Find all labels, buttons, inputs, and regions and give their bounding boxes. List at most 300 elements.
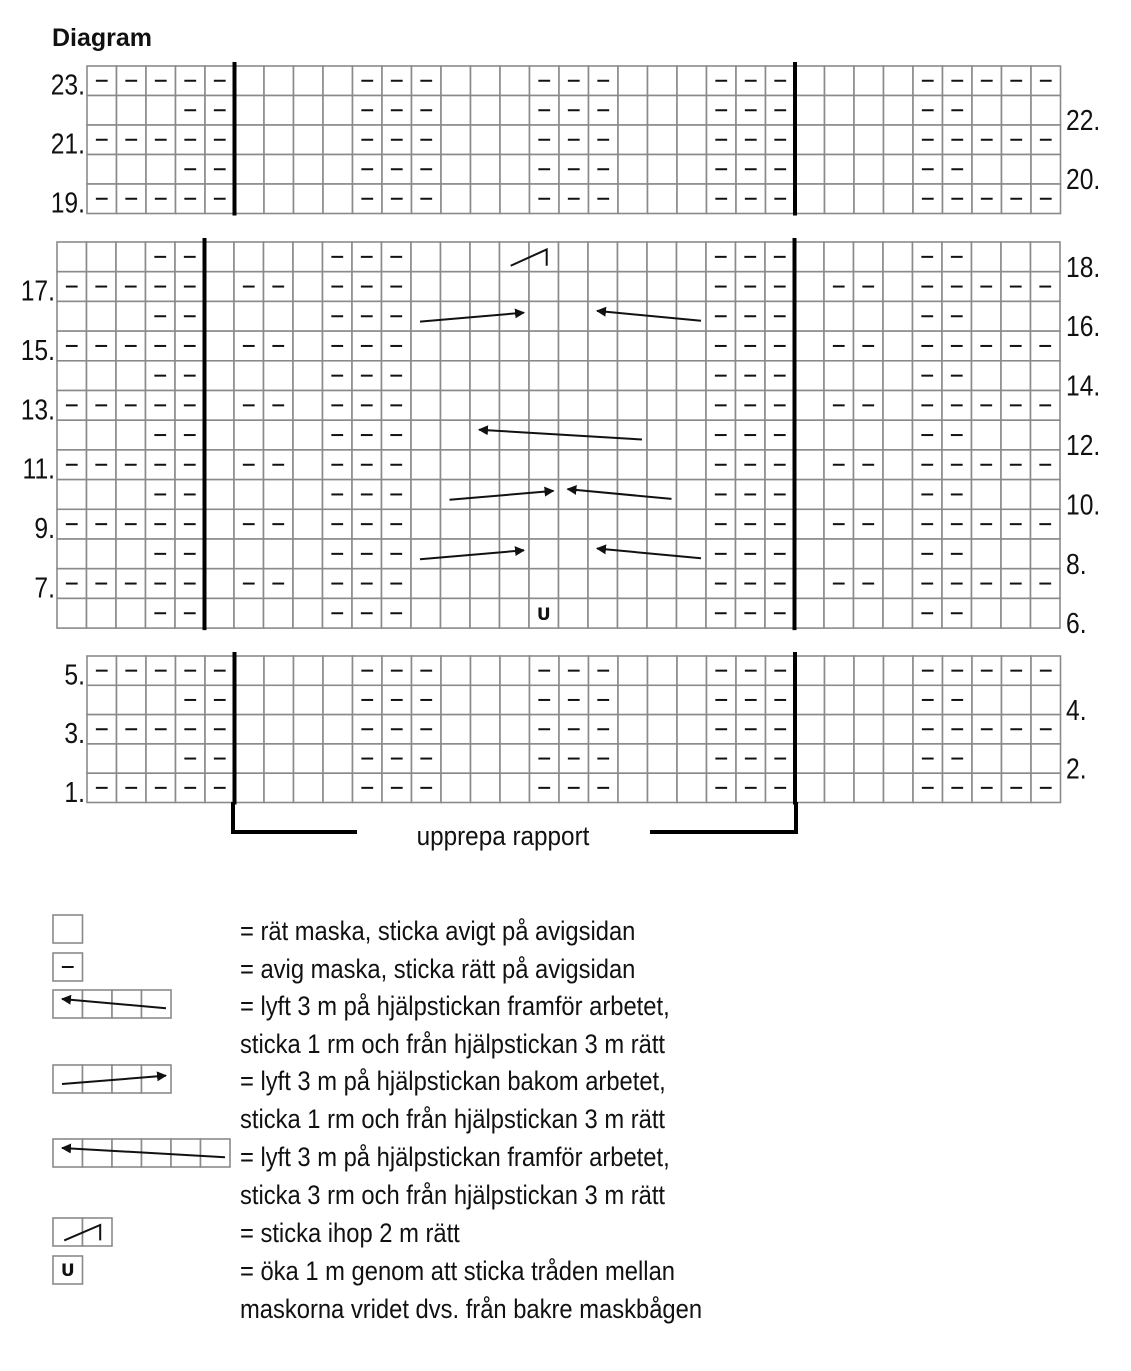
stitch-cell bbox=[648, 715, 678, 744]
stitch-cell bbox=[854, 598, 884, 628]
stitch-cell bbox=[884, 125, 914, 155]
chart-row bbox=[57, 450, 1060, 480]
chart-section-middle bbox=[21, 238, 1101, 640]
stitch-cell bbox=[264, 715, 294, 744]
row-number-label: 7. bbox=[34, 571, 55, 605]
increase-icon: U bbox=[536, 604, 551, 625]
stitch-cell bbox=[117, 744, 147, 773]
stitch-cell bbox=[677, 656, 707, 685]
stitch-cell bbox=[500, 744, 530, 773]
stitch-cell bbox=[1002, 744, 1032, 773]
legend-cell bbox=[53, 1139, 83, 1167]
stitch-cell bbox=[618, 96, 648, 126]
stitch-cell bbox=[884, 155, 914, 185]
stitch-cell bbox=[618, 598, 648, 628]
increase-icon: U bbox=[60, 1261, 75, 1282]
legend bbox=[53, 915, 702, 1324]
stitch-cell bbox=[795, 391, 825, 421]
stitch-cell bbox=[117, 155, 147, 185]
legend-description: sticka 1 rm och från hjälpstickan 3 m rätt bbox=[240, 1104, 666, 1135]
stitch-cell bbox=[854, 184, 884, 214]
stitch-cell bbox=[234, 242, 264, 272]
stitch-cell bbox=[235, 715, 265, 744]
stitch-cell bbox=[618, 331, 648, 361]
stitch-cell bbox=[884, 96, 914, 126]
stitch-cell bbox=[677, 598, 707, 628]
stitch-cell bbox=[470, 450, 500, 480]
stitch-cell bbox=[824, 480, 854, 510]
stitch-cell bbox=[205, 420, 235, 450]
stitch-cell bbox=[824, 539, 854, 569]
stitch-cell bbox=[471, 656, 501, 685]
stitch-cell bbox=[87, 155, 117, 185]
row-number-label: 14. bbox=[1066, 369, 1101, 403]
stitch-cell bbox=[647, 420, 677, 450]
stitch-cell bbox=[883, 331, 913, 361]
legend-description: = lyft 3 m på hjälpstickan framför arbetet, bbox=[240, 1142, 670, 1173]
stitch-cell bbox=[795, 155, 825, 185]
stitch-cell bbox=[1001, 598, 1031, 628]
stitch-cell bbox=[795, 656, 825, 685]
stitch-cell bbox=[471, 155, 501, 185]
stitch-cell bbox=[500, 450, 530, 480]
stitch-cell bbox=[500, 509, 530, 539]
legend-item-purl bbox=[53, 953, 635, 984]
stitch-cell bbox=[618, 361, 648, 391]
stitch-cell bbox=[471, 184, 501, 214]
stitch-cell bbox=[471, 125, 501, 155]
row-number-label: 9. bbox=[34, 512, 55, 545]
stitch-cell bbox=[825, 656, 855, 685]
stitch-cell bbox=[205, 391, 235, 421]
stitch-cell bbox=[205, 598, 235, 628]
stitch-cell bbox=[293, 272, 323, 302]
stitch-cell bbox=[618, 242, 648, 272]
stitch-cell bbox=[117, 96, 147, 126]
chart-row bbox=[57, 509, 1060, 539]
stitch-cell bbox=[205, 480, 235, 510]
stitch-cell bbox=[57, 598, 87, 628]
stitch-cell bbox=[559, 450, 589, 480]
stitch-cell bbox=[117, 685, 147, 714]
stitch-cell bbox=[647, 509, 677, 539]
stitch-cell bbox=[323, 656, 353, 685]
stitch-cell bbox=[116, 480, 146, 510]
stitch-cell bbox=[677, 125, 707, 155]
stitch-cell bbox=[87, 539, 117, 569]
stitch-cell bbox=[471, 66, 501, 96]
stitch-cell bbox=[264, 685, 294, 714]
stitch-cell bbox=[884, 715, 914, 744]
stitch-cell bbox=[1001, 361, 1031, 391]
stitch-cell bbox=[618, 420, 648, 450]
stitch-cell bbox=[500, 331, 530, 361]
stitch-cell bbox=[1031, 685, 1061, 714]
stitch-cell bbox=[234, 598, 264, 628]
stitch-cell bbox=[264, 96, 294, 126]
stitch-cell bbox=[1031, 96, 1061, 126]
stitch-cell bbox=[441, 685, 471, 714]
stitch-cell bbox=[293, 301, 323, 331]
stitch-cell bbox=[647, 272, 677, 302]
row-number-label: 6. bbox=[1066, 607, 1087, 640]
stitch-cell bbox=[854, 539, 884, 569]
stitch-cell bbox=[146, 96, 176, 126]
chart-row bbox=[57, 391, 1060, 421]
stitch-cell bbox=[441, 272, 471, 302]
stitch-cell bbox=[500, 361, 530, 391]
row-number-label: 17. bbox=[20, 274, 56, 308]
stitch-cell bbox=[529, 301, 559, 331]
stitch-cell bbox=[116, 420, 146, 450]
stitch-cell bbox=[795, 125, 825, 155]
row-number-label: 21. bbox=[50, 127, 86, 161]
chart-row bbox=[57, 331, 1060, 361]
stitch-cell bbox=[235, 125, 265, 155]
stitch-cell bbox=[559, 391, 589, 421]
stitch-cell bbox=[854, 744, 884, 773]
stitch-cell bbox=[293, 569, 323, 599]
stitch-cell bbox=[1002, 155, 1032, 185]
legend-cell bbox=[53, 990, 83, 1018]
stitch-cell bbox=[884, 184, 914, 214]
stitch-cell bbox=[87, 96, 117, 126]
stitch-cell bbox=[116, 361, 146, 391]
stitch-cell bbox=[854, 420, 884, 450]
stitch-cell bbox=[294, 685, 324, 714]
stitch-cell bbox=[470, 361, 500, 391]
stitch-cell bbox=[205, 242, 235, 272]
stitch-cell bbox=[824, 420, 854, 450]
stitch-cell bbox=[500, 184, 530, 214]
stitch-cell bbox=[234, 361, 264, 391]
stitch-cell bbox=[648, 125, 678, 155]
stitch-cell bbox=[235, 773, 265, 802]
stitch-cell bbox=[825, 125, 855, 155]
row-number-label: 1. bbox=[64, 775, 86, 809]
stitch-cell bbox=[824, 598, 854, 628]
stitch-cell bbox=[441, 420, 471, 450]
stitch-cell bbox=[116, 301, 146, 331]
stitch-cell bbox=[323, 773, 353, 802]
legend-cell bbox=[53, 1218, 83, 1246]
stitch-cell bbox=[234, 480, 264, 510]
stitch-cell bbox=[1001, 420, 1031, 450]
stitch-cell bbox=[441, 744, 471, 773]
legend-item-cable-left bbox=[53, 1139, 670, 1210]
stitch-cell bbox=[470, 569, 500, 599]
chart-row bbox=[57, 480, 1060, 510]
stitch-cell bbox=[677, 242, 707, 272]
stitch-cell bbox=[529, 361, 559, 391]
legend-item-knit bbox=[53, 915, 635, 946]
legend-cell bbox=[142, 990, 172, 1018]
stitch-cell bbox=[884, 66, 914, 96]
stitch-cell bbox=[618, 656, 648, 685]
row-number-label: 2. bbox=[1066, 752, 1087, 786]
stitch-cell bbox=[500, 773, 530, 802]
stitch-cell bbox=[677, 744, 707, 773]
stitch-cell bbox=[470, 598, 500, 628]
legend-description: sticka 3 rm och från hjälpstickan 3 m rätt bbox=[240, 1180, 666, 1211]
stitch-cell bbox=[588, 361, 618, 391]
stitch-cell bbox=[293, 450, 323, 480]
stitch-cell bbox=[294, 155, 324, 185]
chart-row bbox=[57, 539, 1060, 569]
stitch-cell bbox=[500, 242, 530, 272]
legend-cell bbox=[142, 1065, 172, 1093]
legend-description: = öka 1 m genom att sticka tråden mellan bbox=[240, 1256, 676, 1287]
stitch-cell bbox=[264, 744, 294, 773]
stitch-cell bbox=[883, 420, 913, 450]
stitch-cell bbox=[471, 685, 501, 714]
repeat-bracket bbox=[233, 802, 796, 851]
stitch-cell bbox=[57, 301, 87, 331]
stitch-cell bbox=[500, 685, 530, 714]
stitch-cell bbox=[441, 391, 471, 421]
stitch-cell bbox=[824, 361, 854, 391]
stitch-cell bbox=[441, 301, 471, 331]
chart-row bbox=[57, 301, 1060, 331]
stitch-cell bbox=[264, 773, 294, 802]
stitch-cell bbox=[795, 420, 825, 450]
row-number-label: 15. bbox=[20, 334, 56, 367]
stitch-cell bbox=[883, 598, 913, 628]
legend-item-increase bbox=[53, 1256, 702, 1324]
stitch-cell bbox=[677, 184, 707, 214]
stitch-cell bbox=[795, 480, 825, 510]
stitch-cell bbox=[618, 272, 648, 302]
stitch-cell bbox=[588, 420, 618, 450]
stitch-cell bbox=[441, 656, 471, 685]
stitch-cell bbox=[264, 420, 294, 450]
stitch-cell bbox=[677, 685, 707, 714]
stitch-cell bbox=[825, 685, 855, 714]
stitch-cell bbox=[618, 509, 648, 539]
stitch-cell bbox=[972, 301, 1002, 331]
stitch-cell bbox=[323, 715, 353, 744]
stitch-cell bbox=[323, 744, 353, 773]
stitch-cell bbox=[529, 509, 559, 539]
stitch-cell bbox=[205, 569, 235, 599]
stitch-cell bbox=[1002, 96, 1032, 126]
stitch-cell bbox=[677, 155, 707, 185]
stitch-cell bbox=[441, 155, 471, 185]
stitch-cell bbox=[293, 539, 323, 569]
stitch-cell bbox=[854, 242, 884, 272]
stitch-cell bbox=[293, 420, 323, 450]
stitch-cell bbox=[677, 450, 707, 480]
stitch-cell bbox=[648, 184, 678, 214]
stitch-cell bbox=[1031, 155, 1061, 185]
stitch-cell bbox=[294, 66, 324, 96]
stitch-cell bbox=[677, 96, 707, 126]
stitch-cell bbox=[1031, 420, 1061, 450]
stitch-cell bbox=[411, 539, 441, 569]
stitch-cell bbox=[1001, 242, 1031, 272]
stitch-cell bbox=[883, 569, 913, 599]
stitch-cell bbox=[825, 96, 855, 126]
stitch-cell bbox=[146, 685, 176, 714]
stitch-cell bbox=[235, 66, 265, 96]
stitch-cell bbox=[618, 450, 648, 480]
stitch-cell bbox=[883, 272, 913, 302]
stitch-cell bbox=[293, 391, 323, 421]
stitch-cell bbox=[87, 242, 117, 272]
stitch-cell bbox=[529, 272, 559, 302]
stitch-cell bbox=[57, 480, 87, 510]
stitch-cell bbox=[264, 361, 294, 391]
stitch-cell bbox=[205, 509, 235, 539]
stitch-cell bbox=[441, 331, 471, 361]
stitch-cell bbox=[441, 569, 471, 599]
stitch-cell bbox=[618, 391, 648, 421]
stitch-cell bbox=[441, 96, 471, 126]
stitch-cell bbox=[854, 656, 884, 685]
stitch-cell bbox=[677, 66, 707, 96]
stitch-cell bbox=[795, 569, 825, 599]
stitch-cell bbox=[470, 420, 500, 450]
stitch-cell bbox=[972, 598, 1002, 628]
legend-item-cable-left bbox=[53, 990, 670, 1059]
stitch-cell bbox=[795, 242, 825, 272]
stitch-cell bbox=[647, 391, 677, 421]
legend-description: = avig maska, sticka rätt på avigsidan bbox=[240, 954, 636, 985]
stitch-cell bbox=[647, 361, 677, 391]
chart-section-bottom bbox=[64, 652, 1086, 808]
stitch-cell bbox=[677, 539, 707, 569]
row-number-label: 23. bbox=[50, 68, 86, 102]
stitch-cell bbox=[677, 715, 707, 744]
row-number-label: 20. bbox=[1066, 163, 1101, 196]
stitch-cell bbox=[323, 96, 353, 126]
stitch-cell bbox=[795, 539, 825, 569]
stitch-cell bbox=[470, 331, 500, 361]
legend-description: = lyft 3 m på hjälpstickan framför arbetet, bbox=[240, 991, 670, 1022]
stitch-cell bbox=[588, 301, 618, 331]
stitch-cell bbox=[825, 155, 855, 185]
stitch-cell bbox=[471, 96, 501, 126]
stitch-cell bbox=[234, 301, 264, 331]
stitch-cell bbox=[500, 598, 530, 628]
row-number-label: 13. bbox=[20, 393, 56, 426]
stitch-cell bbox=[264, 656, 294, 685]
stitch-cell bbox=[972, 539, 1002, 569]
stitch-cell bbox=[235, 744, 265, 773]
stitch-cell bbox=[972, 242, 1002, 272]
legend-description: sticka 1 rm och från hjälpstickan 3 m rätt bbox=[240, 1029, 666, 1060]
stitch-cell bbox=[883, 391, 913, 421]
stitch-cell bbox=[1001, 301, 1031, 331]
stitch-cell bbox=[677, 420, 707, 450]
stitch-cell bbox=[647, 598, 677, 628]
stitch-cell bbox=[854, 715, 884, 744]
stitch-cell bbox=[323, 125, 353, 155]
row-number-label: 18. bbox=[1066, 250, 1101, 284]
stitch-cell bbox=[1031, 744, 1061, 773]
stitch-cell bbox=[235, 184, 265, 214]
stitch-cell bbox=[293, 598, 323, 628]
stitch-cell bbox=[618, 744, 648, 773]
stitch-cell bbox=[57, 242, 87, 272]
stitch-cell bbox=[795, 184, 825, 214]
stitch-cell bbox=[648, 685, 678, 714]
stitch-cell bbox=[441, 539, 471, 569]
stitch-cell bbox=[500, 715, 530, 744]
stitch-cell bbox=[1002, 685, 1032, 714]
row-number-label: 10. bbox=[1066, 488, 1101, 521]
stitch-cell bbox=[559, 569, 589, 599]
stitch-cell bbox=[648, 66, 678, 96]
stitch-cell bbox=[294, 96, 324, 126]
stitch-cell bbox=[500, 420, 530, 450]
chart-section-top bbox=[51, 62, 1101, 219]
stitch-cell bbox=[293, 361, 323, 391]
legend-item-k2tog bbox=[53, 1218, 460, 1248]
stitch-cell bbox=[854, 361, 884, 391]
stitch-cell bbox=[87, 685, 117, 714]
stitch-cell bbox=[264, 242, 294, 272]
stitch-cell bbox=[441, 480, 471, 510]
stitch-cell bbox=[411, 480, 441, 510]
stitch-cell bbox=[854, 480, 884, 510]
stitch-cell bbox=[500, 125, 530, 155]
stitch-cell bbox=[883, 450, 913, 480]
legend-description: maskorna vridet dvs. från bakre maskbågen bbox=[240, 1294, 703, 1325]
diagram-title: Diagram bbox=[52, 24, 153, 52]
stitch-cell bbox=[1031, 361, 1061, 391]
stitch-cell bbox=[500, 391, 530, 421]
stitch-cell bbox=[411, 391, 441, 421]
legend-cell bbox=[53, 1065, 83, 1093]
stitch-cell bbox=[647, 450, 677, 480]
stitch-cell bbox=[294, 715, 324, 744]
stitch-cell bbox=[471, 715, 501, 744]
legend-cell bbox=[83, 1139, 113, 1167]
stitch-cell bbox=[87, 744, 117, 773]
stitch-cell bbox=[411, 598, 441, 628]
stitch-cell bbox=[294, 125, 324, 155]
stitch-cell bbox=[677, 331, 707, 361]
stitch-cell bbox=[795, 598, 825, 628]
row-number-label: 5. bbox=[64, 658, 86, 692]
stitch-cell bbox=[205, 539, 235, 569]
stitch-cell bbox=[500, 569, 530, 599]
stitch-cell bbox=[588, 569, 618, 599]
stitch-cell bbox=[57, 361, 87, 391]
stitch-cell bbox=[795, 301, 825, 331]
stitch-cell bbox=[323, 155, 353, 185]
stitch-cell bbox=[264, 480, 294, 510]
stitch-cell bbox=[441, 715, 471, 744]
stitch-cell bbox=[411, 331, 441, 361]
stitch-cell bbox=[825, 744, 855, 773]
stitch-cell bbox=[588, 450, 618, 480]
repeat-label: upprepa rapport bbox=[416, 821, 590, 852]
row-number-label: 11. bbox=[22, 452, 56, 486]
stitch-cell bbox=[884, 773, 914, 802]
stitch-cell bbox=[883, 539, 913, 569]
stitch-cell bbox=[441, 242, 471, 272]
stitch-cell bbox=[441, 125, 471, 155]
stitch-cell bbox=[264, 125, 294, 155]
stitch-cell bbox=[87, 598, 117, 628]
stitch-cell bbox=[559, 509, 589, 539]
stitch-cell bbox=[883, 301, 913, 331]
stitch-cell bbox=[470, 509, 500, 539]
stitch-cell bbox=[1031, 242, 1061, 272]
stitch-cell bbox=[618, 155, 648, 185]
